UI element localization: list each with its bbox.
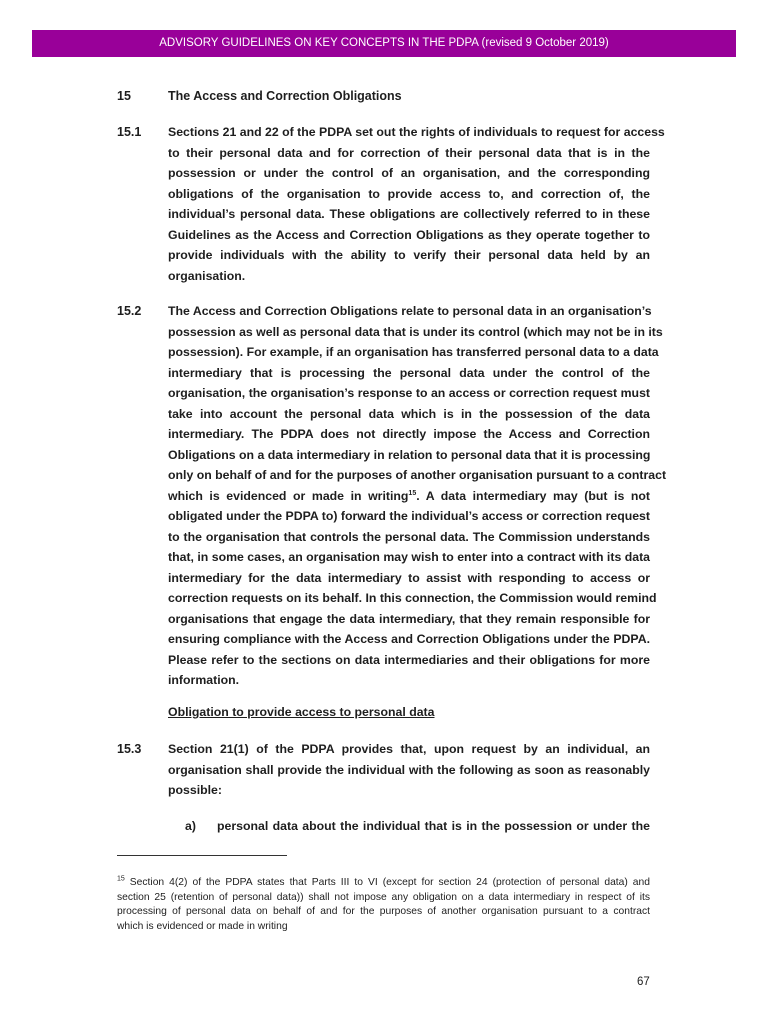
footnote-separator: [117, 855, 287, 856]
text-line: ensuring compliance with the Access and Correction Obligations under the PDPA.: [168, 632, 650, 646]
text-line: [117, 876, 650, 891]
text-line: organisation.: [168, 268, 246, 283]
paragraph-number: 15.2: [117, 304, 142, 318]
section-title: The Access and Correction Obligations: [168, 89, 402, 103]
text-line-with-footnote: [168, 486, 650, 507]
text-fragment: which is evidenced or made in writing: [168, 488, 409, 503]
text-line: Section 21(1) of the PDPA provides that, upon request by an individual, an: [168, 742, 650, 756]
paragraph-number: 15.3: [117, 742, 142, 756]
text-line: organisation shall provide the individual with the following as soon as reasonably: [168, 762, 650, 777]
footnote: [117, 876, 650, 935]
text-line: intermediary. The PDPA does not directly impose the Access and Correction: [168, 427, 650, 441]
text-line: take into account the personal data which is in the possession of the data: [168, 406, 650, 421]
text-line: processing of personal data on behalf of and for the purposes of another organisation pursuant to a contract: [117, 906, 650, 918]
text-line: personal data about the individual that is in the possession or under the: [217, 819, 650, 833]
running-header: ADVISORY GUIDELINES ON KEY CONCEPTS IN THE PDPA (revised 9 October 2019): [32, 30, 736, 57]
footnote-reference[interactable]: 15: [408, 489, 417, 497]
text-line: organisation, the organisation’s response to an access or correction request must: [168, 386, 650, 400]
paragraph-number: 15.1: [117, 125, 142, 139]
paragraph-15-3: [168, 739, 650, 801]
text-line: Please refer to the sections on data intermediaries and their obligations for more: [168, 652, 650, 667]
text-fragment: Section 4(2) of the PDPA states that Parts III to VI (except for section 24 (protection of personal data) and: [124, 877, 650, 888]
text-line: possession as well as personal data that is under its control (which may not be in its: [168, 324, 663, 339]
text-line: correction requests on its behalf. In this connection, the Commission would remind: [168, 591, 657, 605]
text-line: to the organisation that controls the personal data. The Commission understands: [168, 529, 650, 544]
subheading: Obligation to provide access to personal data: [168, 705, 435, 719]
text-line: intermediary for the data intermediary to assist with responding to access or: [168, 570, 650, 585]
footnote-marker: 15: [117, 875, 125, 883]
text-line: Obligations on a data intermediary in relation to personal data that it is processing: [168, 447, 651, 462]
paragraph-15-2: [168, 301, 667, 691]
section-number: 15: [117, 89, 131, 103]
text-fragment: . A data intermediary may (but is not: [416, 488, 650, 503]
text-line: to their personal data and for correction of their personal data that is in the: [168, 145, 650, 160]
text-line: section 25 (retention of personal data)) shall not impose any obligation on a data intermediary in respect of its: [117, 891, 650, 903]
text-line: which is evidenced or made in writing: [117, 921, 288, 933]
paragraph-15-1: [168, 122, 665, 286]
text-line: information.: [168, 673, 240, 687]
text-line: Guidelines as the Access and Correction Obligations as they operate together to: [168, 227, 650, 242]
text-line: only on behalf of and for the purposes of another organisation pursuant to a contract: [168, 468, 667, 482]
page-number: 67: [637, 976, 650, 988]
text-line: obligations of the organisation to provide access to, and correction of, the: [168, 186, 650, 201]
text-line: individual’s personal data. These obligations are collectively referred to in these: [168, 207, 650, 221]
text-line: possible:: [168, 783, 222, 797]
text-line: intermediary that is processing the personal data under the control of the: [168, 365, 650, 380]
text-line: obligated under the PDPA to) forward the individual’s access or correction request: [168, 509, 650, 523]
text-line: Sections 21 and 22 of the PDPA set out the rights of individuals to request for access: [168, 125, 665, 139]
text-line: organisations that engage the data intermediary, that they remain responsible for: [168, 611, 650, 626]
text-line: provide individuals with the ability to verify their personal data held by an: [168, 248, 650, 262]
text-line: possession). For example, if an organisation has transferred personal data to a data: [168, 345, 659, 359]
text-line: that, in some cases, an organisation may wish to enter into a contract with its data: [168, 550, 650, 564]
list-item: [217, 816, 650, 837]
list-item-label: a): [185, 819, 196, 833]
text-line: possession or under the control of an organisation, and the corresponding: [168, 166, 650, 180]
text-line: The Access and Correction Obligations relate to personal data in an organisation’s: [168, 304, 652, 318]
